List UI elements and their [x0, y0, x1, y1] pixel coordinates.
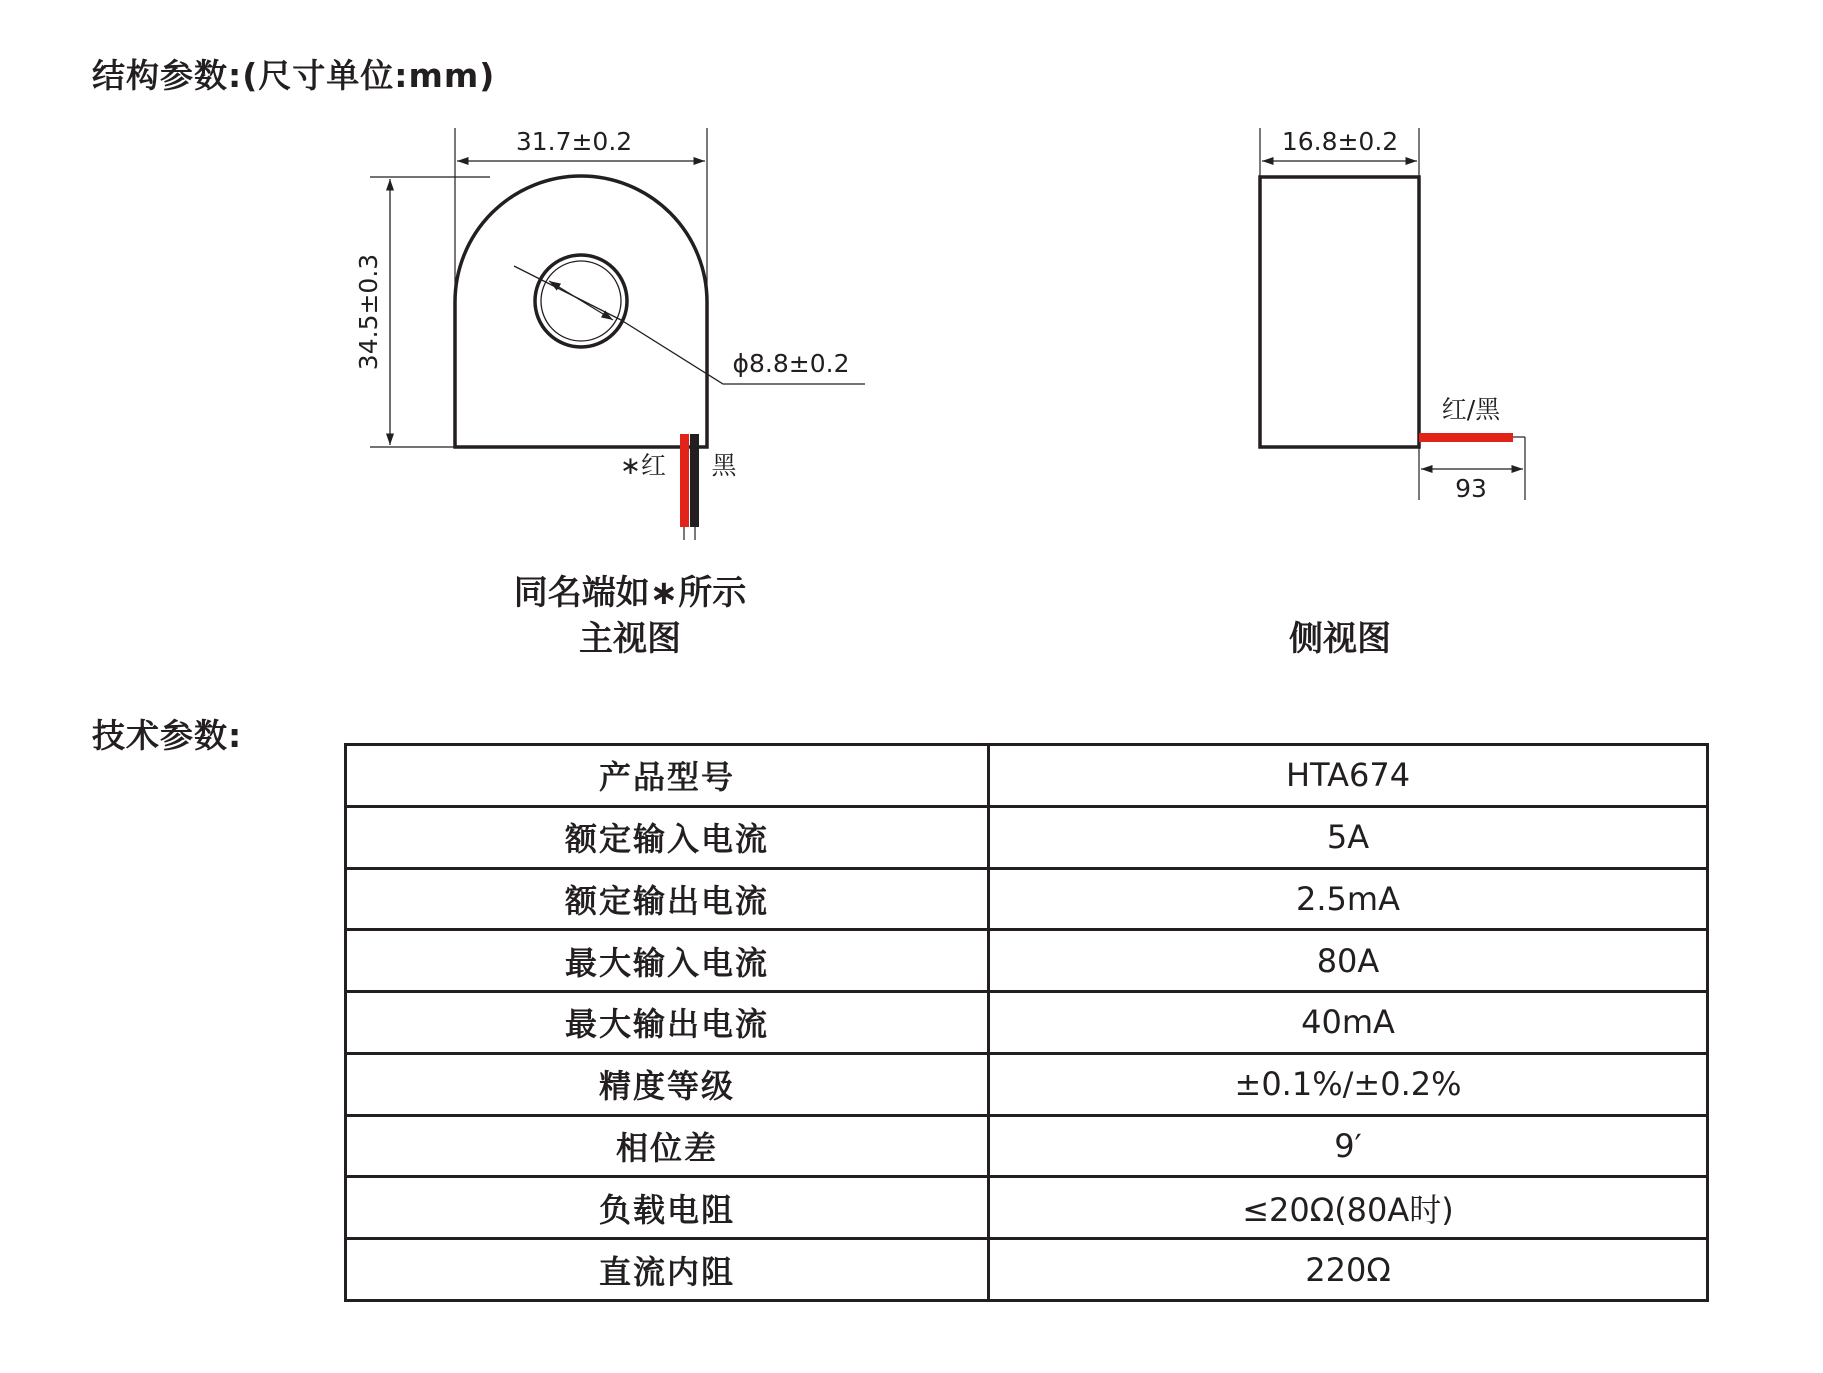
- hole-dim-line: [549, 281, 613, 320]
- param-name: 相位差: [346, 1115, 989, 1177]
- side-lead: [1419, 433, 1513, 442]
- param-name: 产品型号: [346, 745, 989, 807]
- table-row: [346, 1053, 1708, 1115]
- param-value: HTA674: [989, 745, 1708, 807]
- front-view-title: 主视图: [579, 619, 681, 659]
- param-name: 精度等级: [346, 1053, 989, 1115]
- table-row: [346, 745, 1708, 807]
- table-row: [346, 868, 1708, 930]
- front-lead-black: [690, 434, 699, 527]
- table-row: [346, 1239, 1708, 1301]
- side-view: [1260, 128, 1525, 500]
- side-lead-label: 红/黑: [1441, 395, 1501, 424]
- front-view: [370, 128, 865, 447]
- param-value: 9′: [989, 1115, 1708, 1177]
- param-name: 额定输入电流: [346, 806, 989, 868]
- param-value: ±0.1%/±0.2%: [989, 1053, 1708, 1115]
- param-name: 负载电阻: [346, 1177, 989, 1239]
- lead-black-label: 黑: [711, 451, 737, 480]
- structure-params-heading: 结构参数:(尺寸单位:mm): [92, 56, 496, 95]
- side-view-title: 侧视图: [1289, 619, 1391, 659]
- lead-length-text: 93: [1455, 474, 1487, 503]
- table-row: [346, 1115, 1708, 1177]
- param-value: 220Ω: [989, 1239, 1708, 1301]
- side-view-body: [1260, 177, 1419, 447]
- param-value: 2.5mA: [989, 868, 1708, 930]
- param-name: 直流内阻: [346, 1239, 989, 1301]
- spec-table: [344, 743, 1709, 1302]
- same-name-terminal-note: 同名端如∗所示: [513, 573, 747, 613]
- front-view-caption: [430, 570, 830, 662]
- param-name: 最大输出电流: [346, 992, 989, 1054]
- param-name: 额定输出电流: [346, 868, 989, 930]
- param-value: 40mA: [989, 992, 1708, 1054]
- side-width-dim-text: 16.8±0.2: [1281, 127, 1399, 156]
- param-value: 80A: [989, 930, 1708, 992]
- front-lead-red: [680, 434, 689, 527]
- lead-red-label: ∗红: [620, 451, 666, 480]
- side-view-caption: [1190, 616, 1490, 662]
- param-value: ≤20Ω(80A时): [989, 1177, 1708, 1239]
- table-row: [346, 806, 1708, 868]
- technical-params-heading: 技术参数:: [92, 716, 243, 755]
- param-value: 5A: [989, 806, 1708, 868]
- param-name: 最大输入电流: [346, 930, 989, 992]
- front-width-dim-text: 31.7±0.2: [515, 127, 633, 156]
- table-row: [346, 930, 1708, 992]
- hole-dim-text: ϕ8.8±0.2: [732, 349, 850, 378]
- front-view-body: [455, 176, 707, 447]
- table-row: [346, 1177, 1708, 1239]
- table-row: [346, 992, 1708, 1054]
- front-height-dim-text: 34.5±0.3: [354, 253, 383, 371]
